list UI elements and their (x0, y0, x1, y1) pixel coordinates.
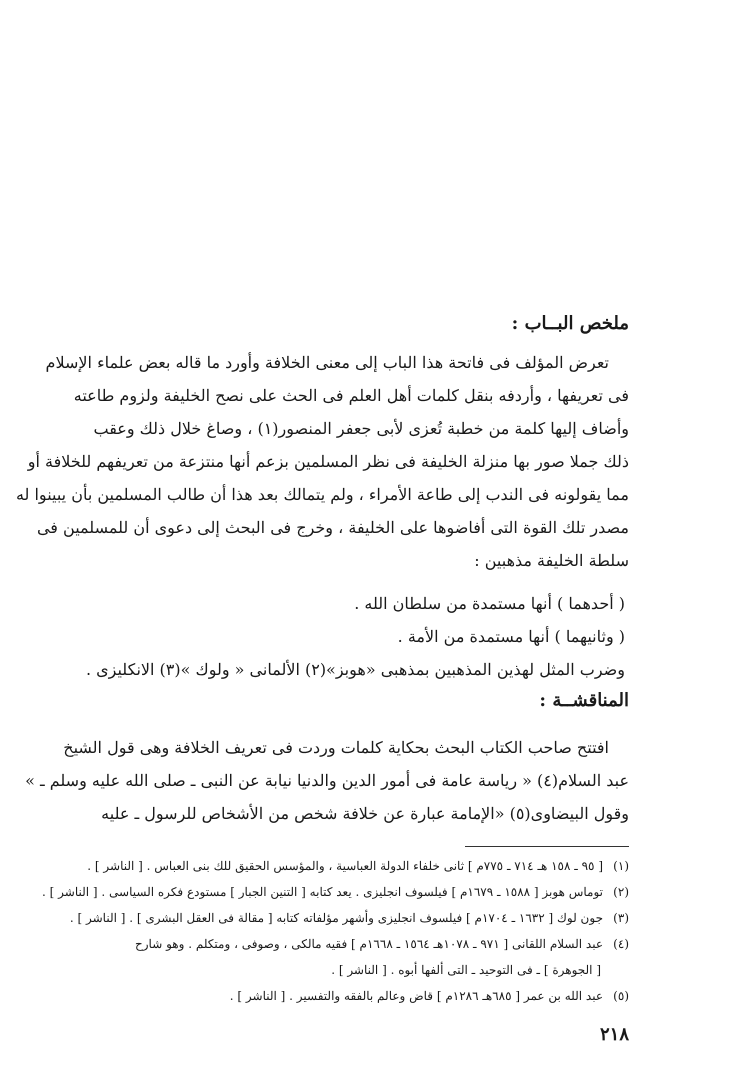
list-item: وضرب المثل لهذين المذهبين بمذهبى «هوبز»(٢) الألمانى « ولوك »(٣) الانكليزى . (85, 660, 625, 679)
discussion-line: افتتح صاحب الكتاب البحث بحكاية كلمات وردت فى تعريف الخلافة وهى قول الشيخ (63, 738, 609, 757)
list-item: ( أحدهما ) أنها مستمدة من سلطان الله . (354, 594, 625, 613)
footnote-text: جون لوك [ ١٦٣٢ ـ ١٧٠٤م ] فيلسوف انجليزى وأشهر مؤلفاته كتابه [ مقالة فى العقل البشرى ] . [ الناشر ] . (69, 911, 603, 925)
footnote-number: (٣) (613, 911, 629, 925)
discussion-line: وقول البيضاوى(٥) «الإمامة عبارة عن خلافة شخص من الأشخاص للرسول ـ عليه (101, 804, 629, 823)
footnotes (42, 853, 629, 1009)
discussion-line: عبد السلام(٤) « رياسة عامة فى أمور الدين والدنيا نيابة عن النبى ـ صلى الله عليه وسلم ـ » (25, 771, 629, 790)
list-item: ( وثانيهما ) أنها مستمدة من الأمة . (397, 627, 625, 646)
footnote-text: توماس هوبز [ ١٥٨٨ ـ ١٦٧٩م ] فيلسوف انجليزى . يعد كتابه [ التنين الجبار ] مستودع فكره السياسى . [ الناشر ] . (42, 885, 603, 899)
section-heading-discussion: المناقشــة : (539, 690, 629, 711)
footnote-text: عبد الله بن عمر [ ٦٨٥هـ ١٢٨٦م ] قاض وعالم بالفقه والتفسير . [ الناشر ] . (229, 989, 603, 1003)
summary-items (78, 587, 629, 686)
footnote-number: (٥) (613, 989, 629, 1003)
footnote-divider (465, 846, 629, 847)
footnote-number: (١) (613, 859, 629, 873)
footnote-1 (78, 853, 629, 879)
page-number: ٢١٨ (599, 1024, 629, 1045)
footnote-4 (78, 931, 629, 957)
summary-line: وأضاف إليها كلمة من خطبة تُعزى لأبى جعفر المنصور(١) ، وصاغ خلال ذلك وعقب (93, 419, 629, 438)
discussion-paragraph (25, 731, 629, 830)
summary-line: ذلك جملا صور بها منزلة الخليفة فى نظر المسلمين بزعم أنها منتزعة من تعريفهم للخلافة أو (27, 452, 629, 471)
footnote-4-continued (78, 957, 629, 983)
section-heading-summary: ملخص البــاب : (511, 313, 629, 334)
footnote-2 (42, 879, 629, 905)
summary-line: سلطة الخليفة مذهبين : (474, 551, 629, 570)
footnote-text: [ الجوهرة ] ـ فى التوحيد ـ التى ألفها أبوه . [ الناشر ] . (331, 963, 601, 977)
summary-line: مصدر تلك القوة التى أفاضوها على الخليفة ، وخرج فى البحث إلى دعوى أن للمسلمين فى (36, 518, 629, 537)
footnote-5 (78, 983, 629, 1009)
summary-line: مما يقولونه فى الندب إلى طاعة الأمراء ، ولم يتمالك بعد هذا أن طالب المسلمين بأن يبينوا له (15, 485, 629, 504)
footnote-text: عبد السلام اللقانى [ ٩٧١ ـ ١٠٧٨هـ ١٥٦٤ ـ ١٦٦٨م ] فقيه مالكى ، وصوفى ، ومتكلم . وهو شارح (135, 937, 603, 951)
footnote-3 (69, 905, 629, 931)
footnote-number: (٤) (613, 937, 629, 951)
footnote-text: [ ٩٥ ـ ١٥٨ هـ ٧١٤ ـ ٧٧٥م ] ثانى خلفاء الدولة العباسية ، والمؤسس الحقيق للك بنى العباس . [ الناشر ] . (87, 859, 603, 873)
summary-line: تعرض المؤلف فى فاتحة هذا الباب إلى معنى الخلافة وأورد ما قاله بعض علماء الإسلام (45, 353, 609, 372)
summary-line: فى تعريفها ، وأردفه بنقل كلمات أهل العلم فى الحث على نصح الخليفة ولزوم طاعته (73, 386, 629, 405)
summary-paragraph (15, 346, 629, 577)
footnote-number: (٢) (613, 885, 629, 899)
